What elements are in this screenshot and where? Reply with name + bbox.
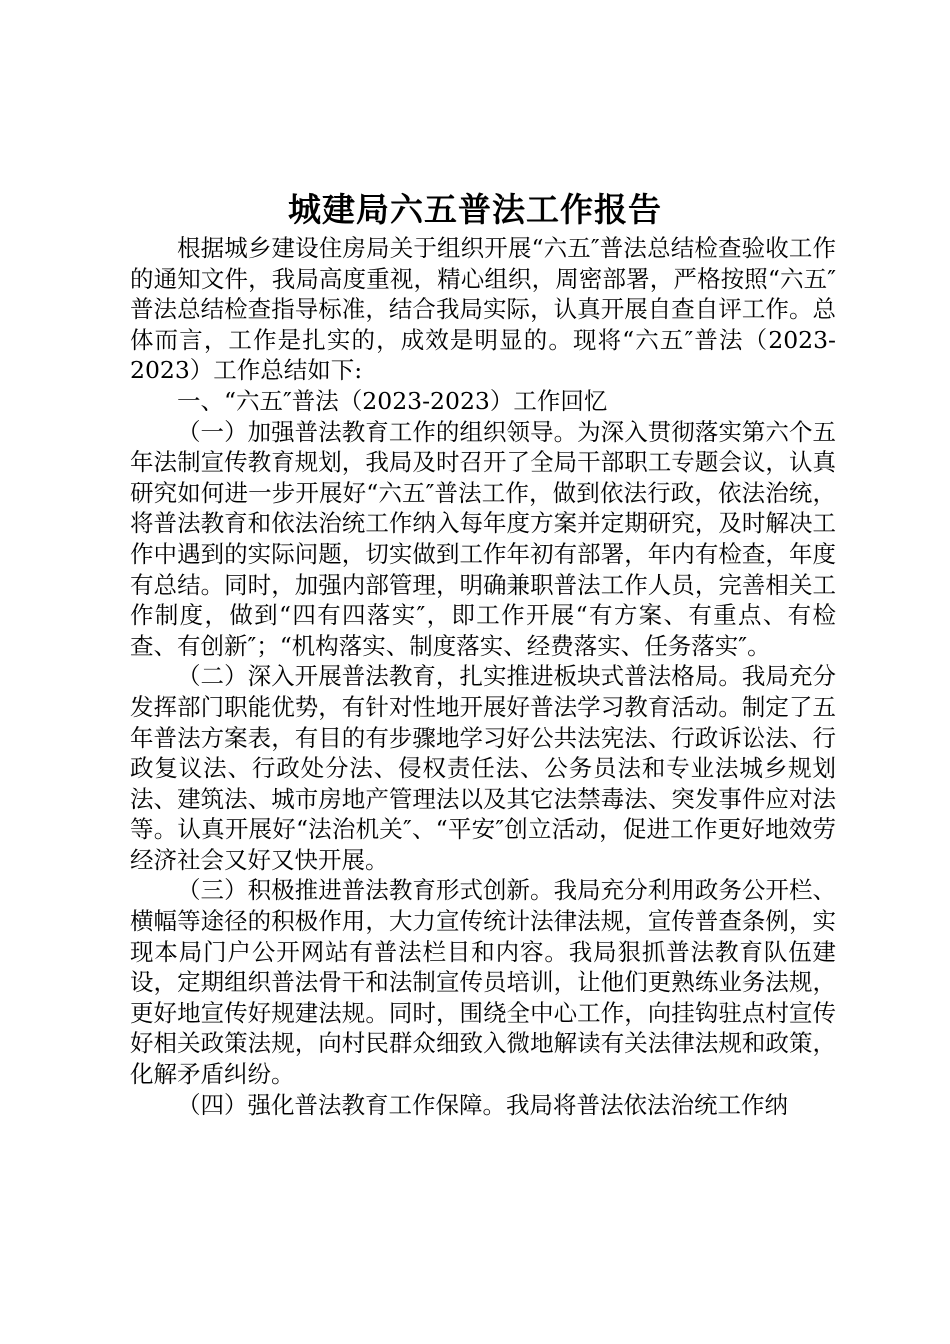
paragraph-intro: 根据城乡建设住房局关于组织开展“六五″普法总结检查验收工作的通知文件，我局高度重视，精心组织，周密部署，严格按照“六五″普法总结检查指导标准，结合我局实际，认真开展自查自评工作。总体而言，工作是扎实的，成效是明显的。现将“六五″普法（2023-2023）工作总结如下: (130, 234, 836, 385)
document-body (130, 233, 836, 1120)
paragraph-organization: （一）加强普法教育工作的组织领导。为深入贯彻落实第六个五年法制宣传教育规划，我局及时召开了全局干部职工专题会议，认真研究如何进一步开展好“六五″普法工作，做到依法行政，依法治统，将普法教育和依法治统工作纳入每年度方案并定期研究，及时解决工作中遇到的实际问题，切实做到工作年初有部署，年内有检查，年度有总结。同时，加强内部管理，明确兼职普法工作人员，完善相关工作制度，做到“四有四落实″，即工作开展“有方案、有重点、有检查、有创新″；“机构落实、制度落实、经费落实、任务落实″。 (130, 417, 836, 660)
paragraph-innovation: （三）积极推进普法教育形式创新。我局充分利用政务公开栏、横幅等途径的积极作用，大力宣传统计法律法规，宣传普查条例，实现本局门户公开网站有普法栏目和内容。我局狠抓普法教育队伍建设，定期组织普法骨干和法制宣传员培训，让他们更熟练业务法规，更好地宣传好规建法规。同时，围绕全中心工作，向挂钩驻点村宣传好相关政策法规，向村民群众细致入微地解读有关法律法规和政策，化解矛盾纠纷。 (130, 876, 836, 1089)
paragraph-guarantee: （四）强化普法教育工作保障。我局将普法依法治统工作纳 (177, 1090, 788, 1119)
paragraph-education: （二）深入开展普法教育，扎实推进板块式普法格局。我局充分发挥部门职能优势，有针对性地开展好普法学习教育活动。制定了五年普法方案表，有目的有步骤地学习好公共法宪法、行政诉讼法、行政复议法、行政处分法、侵权责任法、公务员法和专业法城乡规划法、建筑法、城市房地产管理法以及其它法禁毒法、突发事件应对法等。认真开展好“法治机关″、“平安″创立活动，促进工作更好地效劳经济社会又好又快开展。 (130, 662, 836, 874)
section-heading-review: 一、“六五″普法（2023-2023）工作回忆 (177, 386, 608, 415)
document-title: 城建局六五普法工作报告 (288, 190, 662, 229)
